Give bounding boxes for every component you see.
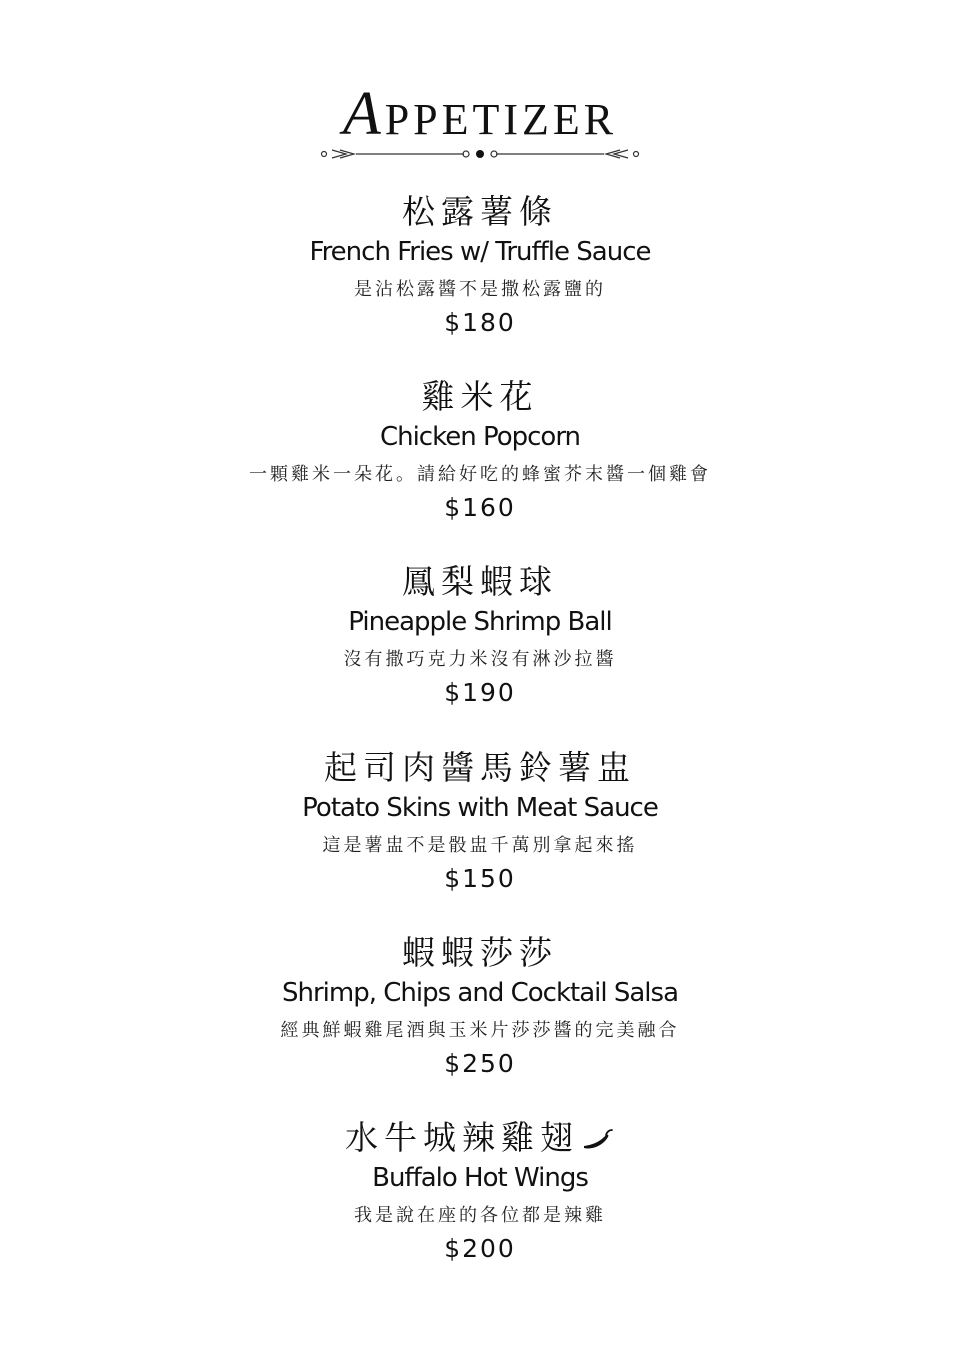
item-description: 經典鮮蝦雞尾酒與玉米片莎莎醬的完美融合 [280,1020,680,1041]
section-title [0,80,960,150]
item-name-en: French Fries w/ Truffle Sauce [309,237,651,267]
item-description: 這是薯盅不是骰盅千萬別拿起來搖 [322,835,638,856]
item-description: 是沾松露醬不是撒松露鹽的 [354,279,606,300]
item-name-zh: 蝦蝦莎莎 [402,933,558,972]
item-description: 一顆雞米一朵花。請給好吃的蜂蜜芥末醬一個雞會 [249,464,711,485]
menu-item [0,562,960,710]
menu-item [0,1118,960,1266]
item-name-en: Pineapple Shrimp Ball [348,607,612,637]
item-description: 我是說在座的各位都是辣雞 [354,1205,606,1226]
menu-item [0,192,960,340]
item-price: $200 [444,1234,516,1263]
ornamental-divider-icon [316,144,644,164]
section-title-rest: PPETIZER [384,95,618,144]
item-price: $190 [444,678,516,707]
item-name-en: Shrimp, Chips and Cocktail Salsa [282,978,678,1008]
item-price: $180 [444,308,516,337]
item-price: $250 [444,1049,516,1078]
item-name-zh-row [0,1118,960,1158]
menu-item [0,748,960,896]
item-price: $160 [444,493,516,522]
chili-pepper-icon [581,1128,615,1152]
menu-item [0,933,960,1081]
item-name-zh: 水牛城辣雞翅 [345,1118,579,1157]
item-name-zh: 鳳梨蝦球 [402,562,558,601]
item-price: $150 [444,864,516,893]
menu-item [0,377,960,525]
item-name-zh: 雞米花 [421,377,539,416]
item-description: 沒有撒巧克力米沒有淋沙拉醬 [343,649,617,670]
item-name-en: Potato Skins with Meat Sauce [302,793,658,823]
item-name-en: Chicken Popcorn [379,422,581,452]
item-name-en: Buffalo Hot Wings [372,1163,588,1193]
item-name-zh: 起司肉醬馬鈴薯盅 [324,748,636,787]
section-title-initial: A [342,80,385,148]
item-name-zh: 松露薯條 [402,192,558,231]
